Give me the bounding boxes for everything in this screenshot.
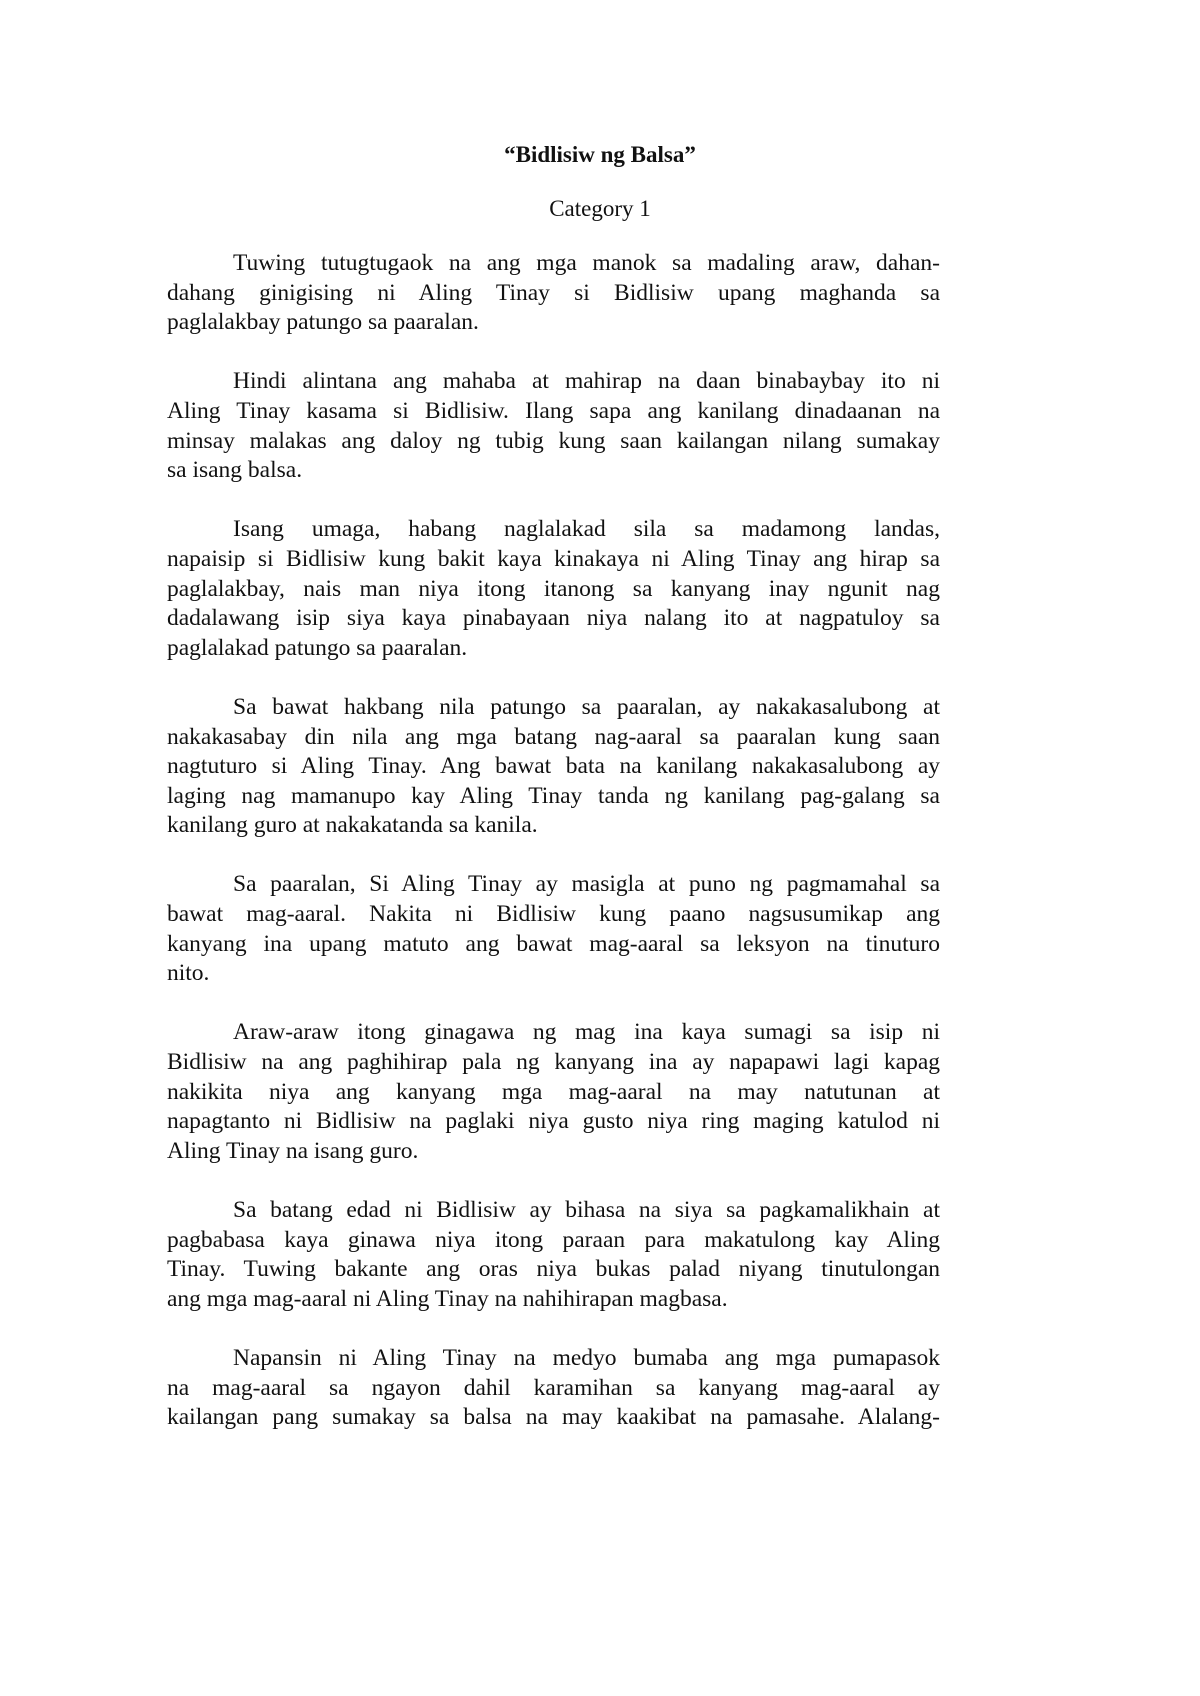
paragraph-line: dahang ginigising ni Aling Tinay si Bidlisiw upang maghanda sa — [167, 279, 940, 306]
paragraph-line: nakikita niya ang kanyang mga mag-aaral na may natutunan at — [167, 1078, 940, 1105]
paragraph-line: kanilang guro at nakakatanda sa kanila. — [167, 812, 538, 839]
category-label: Category 1 — [549, 196, 651, 221]
paragraph-line: Sa bawat hakbang nila patungo sa paaralan, ay nakakasalubong at — [233, 693, 940, 720]
paragraph-line: kailangan pang sumakay sa balsa na may kaakibat na pamasahe. Alalang- — [167, 1404, 940, 1431]
paragraph-line: Araw-araw itong ginagawa ng mag ina kaya sumagi sa isip ni — [233, 1019, 940, 1046]
paragraph-line: Tinay. Tuwing bakante ang oras niya bukas palad niyang tinutulongan — [167, 1256, 940, 1283]
paragraph-line: kanyang ina upang matuto ang bawat mag-aaral sa leksyon na tinuturo — [167, 930, 940, 957]
document-title: “Bidlisiw ng Balsa” — [504, 142, 696, 167]
paragraph-line: dadalawang isip siya kaya pinabayaan niya nalang ito at nagpatuloy sa — [167, 605, 940, 632]
paragraph — [167, 1344, 940, 1433]
paragraph-line: paglalakbay, nais man niya itong itanong sa kanyang inay ngunit nag — [167, 575, 940, 602]
paragraph-line: paglalakbay patungo sa paaralan. — [167, 309, 479, 336]
paragraph-line: Aling Tinay na isang guro. — [167, 1137, 419, 1164]
paragraph-line: nakakasabay din nila ang mga batang nag-aaral sa paaralan kung saan — [167, 723, 940, 750]
paragraph — [167, 1018, 940, 1166]
paragraph-line: Sa batang edad ni Bidlisiw ay bihasa na siya sa pagkamalikhain at — [233, 1197, 940, 1223]
paragraph-line: Hindi alintana ang mahaba at mahirap na daan binabaybay ito ni — [233, 368, 940, 395]
paragraph-line: Napansin ni Aling Tinay na medyo bumaba ang mga pumapasok — [233, 1344, 940, 1371]
paragraph-line: Tuwing tutugtugaok na ang mga manok sa madaling araw, dahan- — [233, 250, 940, 276]
paragraph — [167, 1196, 940, 1314]
paragraph-line: paglalakad patungo sa paaralan. — [167, 634, 468, 661]
paragraph-line: napagtanto ni Bidlisiw na paglaki niya gusto niya ring maging katulod ni — [167, 1108, 940, 1135]
paragraph-line: na mag-aaral sa ngayon dahil karamihan sa kanyang mag-aaral ay — [167, 1374, 940, 1401]
paragraph-line: Bidlisiw na ang paghihirap pala ng kanyang ina ay napapawi lagi kapag — [167, 1049, 940, 1076]
paragraph — [167, 367, 940, 485]
paragraph-line: laging nag mamanupo kay Aling Tinay tanda ng kanilang pag-galang sa — [167, 782, 940, 809]
paragraph-line: nagtuturo si Aling Tinay. Ang bawat bata na kanilang nakakasalubong ay — [167, 753, 940, 780]
paragraph-line: Aling Tinay kasama si Bidlisiw. Ilang sapa ang kanilang dinadaanan na — [167, 397, 940, 424]
paragraph-line: Sa paaralan, Si Aling Tinay ay masigla at puno ng pagmamahal sa — [233, 871, 940, 898]
paragraph-line: nito. — [167, 960, 210, 987]
paragraph-line: napaisip si Bidlisiw kung bakit kaya kinakaya ni Aling Tinay ang hirap sa — [167, 545, 940, 572]
paragraph-line: bawat mag-aaral. Nakita ni Bidlisiw kung paano nagsusumikap ang — [167, 901, 940, 928]
document-body — [167, 249, 940, 1462]
paragraph-line: minsay malakas ang daloy ng tubig kung saan kailangan nilang sumakay — [167, 427, 940, 454]
paragraph-line: ang mga mag-aaral ni Aling Tinay na nahihirapan magbasa. — [167, 1285, 728, 1312]
paragraph-line: pagbabasa kaya ginawa niya itong paraan para makatulong kay Aling — [167, 1226, 940, 1253]
paragraph-line: sa isang balsa. — [167, 457, 303, 484]
paragraph — [167, 249, 940, 338]
paragraph — [167, 693, 940, 841]
paragraph — [167, 870, 940, 988]
paragraph — [167, 515, 940, 663]
paragraph-line: Isang umaga, habang naglalakad sila sa madamong landas, — [233, 516, 940, 543]
